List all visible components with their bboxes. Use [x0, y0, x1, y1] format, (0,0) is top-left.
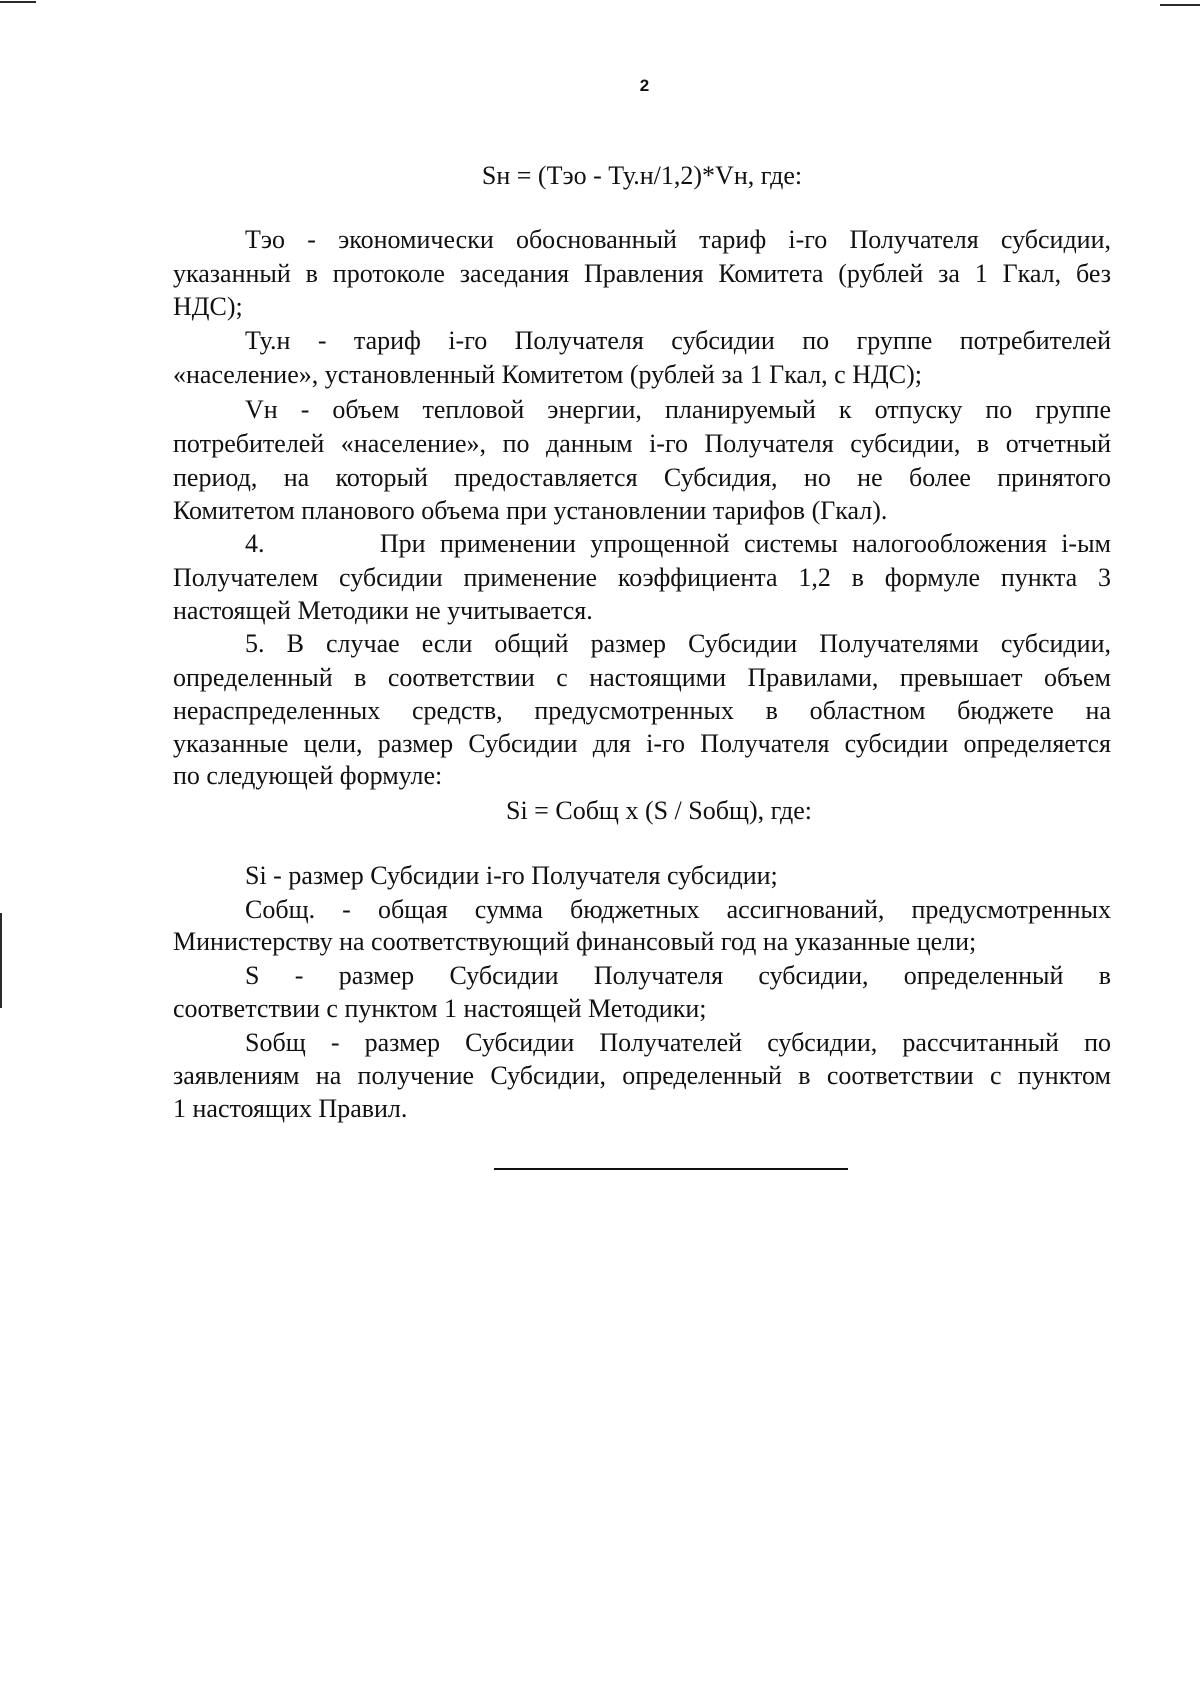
- item-5-line-3: нераспределенных средств, предусмотренных в областном бюджете на: [173, 696, 1111, 725]
- item-4-line-3: настоящей Методики не учитывается.: [173, 596, 593, 625]
- closing-separator-line: [494, 1168, 848, 1170]
- scan-artifact-top-right: [1160, 4, 1200, 6]
- page-number: 2: [639, 76, 650, 95]
- sobsh-line-1: Sобщ - размер Субсидии Получателей субсидии, рассчитанный по: [245, 1028, 1111, 1057]
- cobsh-line-2: Министерству на соответствующий финансовый год на указанные цели;: [173, 927, 977, 956]
- item-5-line-2: определенный в соответствии с настоящими Правилами, превышает объем: [173, 663, 1111, 692]
- si-line-1: Si - размер Субсидии i-го Получателя субсидии;: [245, 861, 778, 890]
- scan-artifact-top-left: [0, 1, 36, 3]
- item-5-line-5: по следующей формуле:: [173, 761, 443, 790]
- item-5-line-1: 5. В случае если общий размер Субсидии Получателями субсидии,: [245, 629, 1111, 658]
- formula-si: Si = Cобщ x (S / Sобщ), где:: [506, 796, 813, 825]
- s-line-2: соответствии с пунктом 1 настоящей Методики;: [173, 994, 707, 1023]
- vn-line-4: Комитетом планового объема при установлении тарифов (Гкал).: [173, 496, 888, 525]
- teo-line-3: НДС);: [173, 292, 243, 321]
- item-4-line-2: Получателем субсидии применение коэффициента 1,2 в формуле пункта 3: [173, 563, 1111, 592]
- vn-line-3: период, на который предоставляется Субсидия, но не более принятого: [173, 463, 1111, 492]
- s-line-1: S - размер Субсидии Получателя субсидии, определенный в: [245, 961, 1111, 990]
- item-5-line-4: указанные цели, размер Субсидии для i-го Получателя субсидии определяется: [173, 729, 1111, 758]
- teo-line-2: указанный в протоколе заседания Правления Комитета (рублей за 1 Гкал, без: [173, 259, 1111, 288]
- tun-line-2: «население», установленный Комитетом (рублей за 1 Гкал, с НДС);: [173, 360, 922, 389]
- teo-line-1: Тэо - экономически обоснованный тариф i-го Получателя субсидии,: [245, 225, 1111, 254]
- sobsh-line-3: 1 настоящих Правил.: [173, 1094, 408, 1123]
- item-4-line-1: 4. При применении упрощенной системы налогообложения i-ым: [245, 529, 1111, 558]
- scan-artifact-left-edge: [0, 913, 2, 1008]
- sobsh-line-2: заявлениям на получение Субсидии, определенный в соответствии с пунктом: [173, 1061, 1111, 1090]
- vn-line-1: Vн - объем тепловой энергии, планируемый к отпуску по группе: [245, 395, 1111, 424]
- formula-sn: Sн = (Тэо - Ту.н/1,2)*Vн, где:: [481, 161, 803, 190]
- vn-line-2: потребителей «население», по данным i-го Получателя субсидии, в отчетный: [173, 429, 1111, 458]
- tun-line-1: Ту.н - тариф i-го Получателя субсидии по группе потребителей: [245, 326, 1111, 355]
- cobsh-line-1: Cобщ. - общая сумма бюджетных ассигнований, предусмотренных: [245, 895, 1111, 924]
